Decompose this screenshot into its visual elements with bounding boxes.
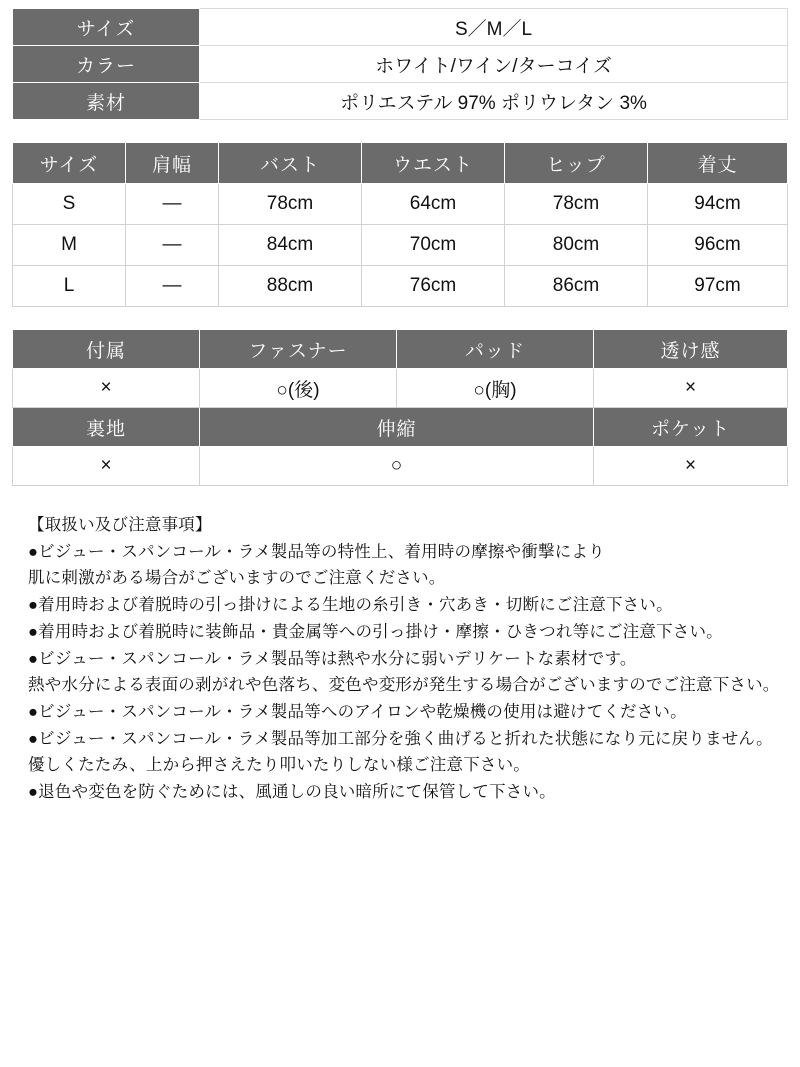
note-line: ●ビジュー・スパンコール・ラメ製品等加工部分を強く曲げると折れた状態になり元に戻りません。 [28,729,773,748]
attr-header-accessory: 付属 [13,330,200,369]
attr-value-pocket: × [594,447,788,486]
attr-value-lining: × [13,447,200,486]
attr-header-row-1 [13,330,788,369]
attribute-table [12,329,788,486]
size-cell: 84cm [219,225,362,266]
size-cell: 78cm [219,184,362,225]
spec-label-material: 素材 [13,83,200,120]
size-cell: 78cm [505,184,648,225]
attr-header-row-2 [13,408,788,447]
size-header-length: 着丈 [648,143,788,184]
size-cell: M [13,225,126,266]
table-row [13,9,788,46]
attr-value-row-2 [13,447,788,486]
attr-header-stretch: 伸縮 [200,408,594,447]
attr-value-sheerness: × [594,369,788,408]
spec-label-size: サイズ [13,9,200,46]
attr-value-stretch: ○ [200,447,594,486]
spec-value-size: S／M／L [200,9,788,46]
table-row [13,266,788,307]
attr-header-pad: パッド [397,330,594,369]
size-cell: 96cm [648,225,788,266]
attr-value-pad: ○(胸) [397,369,594,408]
attr-value-zipper: ○(後) [200,369,397,408]
size-cell: 70cm [362,225,505,266]
note-line: ●着用時および着脱時に装飾品・貴金属等への引っ掛け・摩擦・ひきつれ等にご注意下さい。 [28,622,723,641]
size-cell: ― [126,266,219,307]
size-cell: 64cm [362,184,505,225]
size-cell: 94cm [648,184,788,225]
size-table [12,142,788,307]
table-row [13,46,788,83]
size-cell: ― [126,184,219,225]
size-header-shoulder: 肩幅 [126,143,219,184]
table-row [13,184,788,225]
size-header-waist: ウエスト [362,143,505,184]
note-line: 熱や水分による表面の剥がれや色落ち、変色や変形が発生する場合がございますのでご注意下さい。 [28,676,780,695]
note-line: ●着用時および着脱時の引っ掛けによる生地の糸引き・穴あき・切断にご注意下さい。 [28,596,673,615]
size-cell: ― [126,225,219,266]
care-notes [12,512,788,806]
size-cell: 76cm [362,266,505,307]
spec-table [12,8,788,120]
table-row [13,83,788,120]
size-cell: S [13,184,126,225]
note-line: ●ビジュー・スパンコール・ラメ製品等は熱や水分に弱いデリケートな素材です。 [28,649,637,668]
size-cell: 86cm [505,266,648,307]
attr-header-sheerness: 透け感 [594,330,788,369]
attr-header-zipper: ファスナー [200,330,397,369]
attr-value-row-1 [13,369,788,408]
attr-value-accessory: × [13,369,200,408]
notes-title: 【取扱い及び注意事項】 [28,516,212,534]
spec-value-color: ホワイト/ワイン/ターコイズ [200,46,788,83]
note-line: 優しくたたみ、上から押さえたり叩いたりしない様ご注意下さい。 [28,756,530,775]
note-line: ●退色や変色を防ぐためには、風通しの良い暗所にて保管して下さい。 [28,783,556,802]
attr-header-lining: 裏地 [13,408,200,447]
table-row [13,225,788,266]
size-cell: 80cm [505,225,648,266]
note-line: ●ビジュー・スパンコール・ラメ製品等へのアイロンや乾燥機の使用は避けてください。 [28,703,687,722]
size-header-hip: ヒップ [505,143,648,184]
spec-label-color: カラー [13,46,200,83]
size-header-size: サイズ [13,143,126,184]
note-line: 肌に刺激がある場合がございますのでご注意ください。 [28,569,446,588]
size-table-header-row [13,143,788,184]
size-cell: 88cm [219,266,362,307]
size-header-bust: バスト [219,143,362,184]
spec-value-material: ポリエステル 97% ポリウレタン 3% [200,83,788,120]
size-cell: 97cm [648,266,788,307]
attr-header-pocket: ポケット [594,408,788,447]
size-cell: L [13,266,126,307]
note-line: ●ビジュー・スパンコール・ラメ製品等の特性上、着用時の摩擦や衝撃により [28,542,605,561]
